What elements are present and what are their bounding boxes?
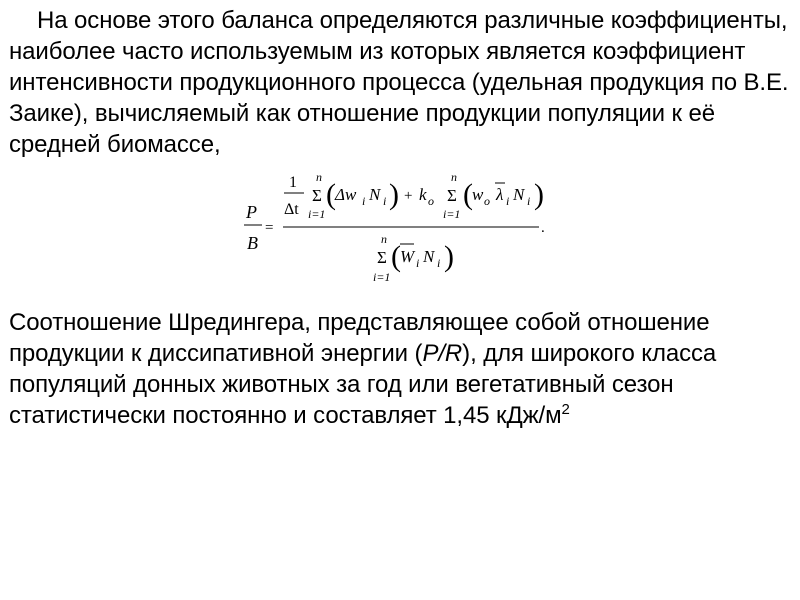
- formula-term1-n-sub: i: [383, 194, 387, 208]
- formula-plus: +: [404, 188, 413, 204]
- formula-svg: [238, 168, 568, 293]
- formula-sum2-sigma: Σ: [447, 186, 457, 205]
- paragraph-schrodinger: [9, 307, 789, 431]
- formula-paren-open-3: (: [391, 240, 401, 273]
- formula-frac1-numerator: 1: [289, 174, 297, 191]
- paragraph-intro-text: На основе этого баланса определяются различные коэффициенты, наиболее часто используемым из которых является коэффициент интенсивности продукционного процесса (удельная продукция по В.Е. Заике), вычисляемый как отношение продукции популяции к её средней биомассе,: [9, 7, 789, 158]
- formula-paren-close-3: ): [444, 240, 454, 273]
- paragraph-intro: [9, 5, 789, 160]
- formula-sum1-upper: n: [316, 170, 322, 184]
- formula-paren-close-1: ): [389, 178, 399, 211]
- formula-den-w: W: [400, 247, 415, 266]
- paragraph-schrodinger-italic: P/R: [422, 340, 463, 367]
- formula-pb-ratio: [238, 168, 568, 293]
- paragraph-schrodinger-superscript: 2: [561, 401, 570, 418]
- formula-paren-open-1: (: [326, 178, 336, 211]
- formula-k-sub: o: [428, 194, 434, 208]
- formula-frac1-denominator: Δt: [284, 201, 299, 218]
- formula-term1-n: N: [369, 185, 381, 204]
- formula-sum3-lower: i=1: [373, 270, 391, 284]
- formula-term2-w-sub: o: [484, 194, 490, 208]
- formula-den-w-sub: i: [416, 256, 420, 270]
- formula-lhs-numerator: P: [246, 202, 257, 222]
- formula-term2-n: N: [513, 185, 525, 204]
- formula-term2-lambda-sub: i: [506, 194, 510, 208]
- formula-term2-n-sub: i: [527, 194, 531, 208]
- formula-sum1-lower: i=1: [308, 207, 326, 221]
- formula-sum3-sigma: Σ: [377, 248, 387, 267]
- formula-lhs-denominator: B: [247, 233, 258, 253]
- formula-equals: =: [265, 220, 274, 236]
- formula-den-n-sub: i: [437, 256, 441, 270]
- formula-term2-w: w: [472, 185, 484, 204]
- paragraph-schrodinger-text-1: Соотношение Шредингера, представляющее собой отношение продукции к диссипативной энергии (: [9, 309, 710, 367]
- formula-sum2-lower: i=1: [443, 207, 461, 221]
- paragraph-schrodinger-text-2: ), для широкого класса популяций донных животных за год или вегетативный сезон статистически постоянно и составляет 1,45 кДж/м: [9, 340, 717, 429]
- formula-sum3-upper: n: [381, 232, 387, 246]
- formula-paren-close-2: ): [534, 178, 544, 211]
- formula-period: .: [541, 220, 545, 236]
- formula-term2-lambda: λ: [496, 185, 504, 204]
- formula-paren-open-2: (: [463, 178, 473, 211]
- formula-k: k: [419, 185, 427, 204]
- formula-term1-dw: Δw: [335, 185, 357, 204]
- formula-sum1-sigma: Σ: [312, 186, 322, 205]
- formula-sum2-upper: n: [451, 170, 457, 184]
- formula-den-n: N: [423, 247, 435, 266]
- formula-term1-sub: i: [362, 194, 366, 208]
